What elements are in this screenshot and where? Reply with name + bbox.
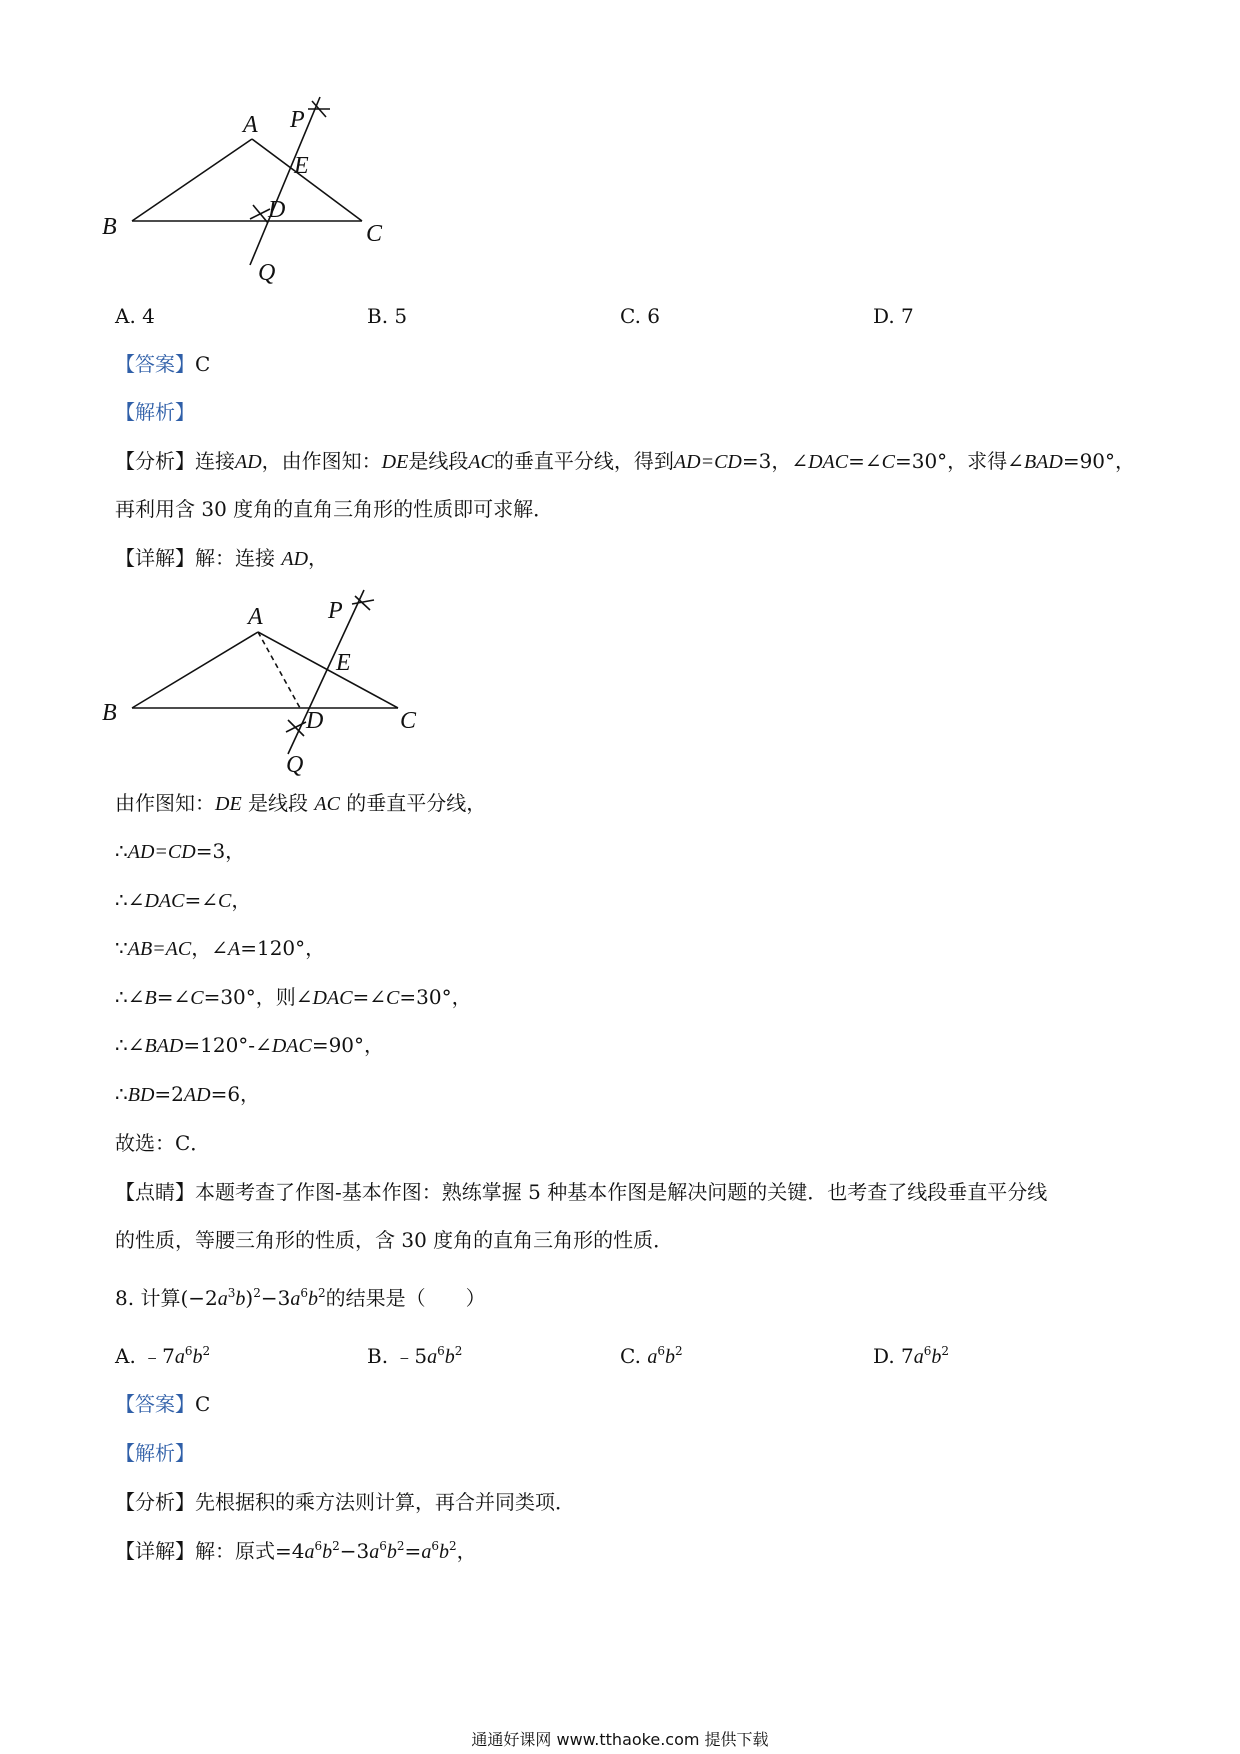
text: D.	[873, 1344, 895, 1368]
label-p: P	[328, 598, 343, 624]
label-q: Q	[258, 260, 276, 285]
text: =∠	[156, 985, 191, 1009]
var: AD	[235, 451, 262, 473]
text: ，∠	[191, 936, 228, 960]
text: −3	[339, 1539, 370, 1563]
exponent: 2	[202, 1344, 211, 1358]
text: 解：原式	[195, 1539, 275, 1563]
var: b	[192, 1346, 203, 1368]
text: 的垂直平分线，	[339, 791, 487, 815]
label-a: A	[243, 112, 258, 138]
text: =30°，求得∠	[894, 449, 1024, 473]
segment-ac	[258, 632, 398, 708]
exponent: 6	[431, 1539, 439, 1553]
arc-mark-q	[288, 720, 304, 736]
q7-xiangjie	[115, 545, 328, 572]
text: =90°，	[311, 1033, 385, 1057]
exponent: 2	[941, 1344, 950, 1358]
segment-ba	[132, 139, 252, 221]
label-e: E	[336, 650, 351, 676]
text: ∴∠	[115, 888, 145, 912]
exponent: 6	[923, 1344, 932, 1358]
text: =90°，	[1062, 449, 1136, 473]
var: a	[647, 1346, 658, 1368]
var: A	[228, 938, 241, 960]
q7-option-b: B. 5	[367, 304, 408, 328]
fenxi-tag: 【分析】	[115, 449, 195, 473]
step-3	[115, 887, 251, 914]
step-6	[115, 1032, 384, 1059]
step-1	[115, 790, 486, 817]
var: a	[427, 1346, 438, 1368]
var: AD	[183, 1084, 211, 1106]
label-d: D	[268, 197, 286, 223]
text: 是线段	[408, 449, 469, 473]
text: ∵	[115, 936, 128, 960]
var: a	[217, 1288, 228, 1310]
var: b	[444, 1346, 455, 1368]
text: =6，	[210, 1082, 261, 1106]
text: =3，∠	[741, 449, 809, 473]
q8-option-c	[620, 1343, 683, 1370]
arc-mark-q2	[250, 209, 270, 219]
step-4	[115, 935, 325, 962]
text: ∴	[115, 1082, 128, 1106]
var: DAC	[144, 890, 185, 912]
var: b	[307, 1288, 318, 1310]
answer-value: C	[195, 1392, 211, 1416]
text: =120°，	[240, 936, 326, 960]
fenxi-tag: 【分析】	[115, 1490, 195, 1514]
var: AC	[468, 451, 494, 473]
segment-ba	[132, 632, 258, 708]
exponent: 6	[437, 1344, 445, 1358]
text: ，	[456, 1539, 477, 1563]
var: DE	[215, 793, 242, 815]
text: ，	[308, 546, 329, 570]
var: AC	[314, 793, 340, 815]
var: b	[664, 1346, 675, 1368]
var: AD	[281, 548, 309, 570]
text: 由作图知：	[115, 791, 215, 815]
question-number: 8.	[115, 1286, 135, 1310]
var: C	[190, 987, 204, 1009]
label-c: C	[366, 221, 383, 247]
exponent: 2	[454, 1344, 463, 1358]
exponent: 2	[448, 1539, 457, 1553]
text: 连接	[195, 449, 235, 473]
var: C	[218, 890, 232, 912]
dianjing-tag: 【点睛】	[115, 1180, 195, 1204]
exponent: 3	[227, 1286, 236, 1300]
var: DAC	[312, 987, 353, 1009]
var: b	[322, 1541, 333, 1563]
q8-stem	[115, 1285, 486, 1312]
text: 本题考查了作图-基本作图：熟练掌握 5 种基本作图是解决问题的关键．也考查了线段垂直平分线	[195, 1180, 1048, 1204]
text: =∠	[184, 888, 218, 912]
q7-dianjing-line2: 的性质，等腰三角形的性质，含 30 度角的直角三角形的性质．	[115, 1228, 674, 1252]
text: =3，	[195, 839, 246, 863]
exponent: 2	[332, 1539, 340, 1553]
exponent: 6	[657, 1344, 665, 1358]
text: =120°-∠	[183, 1033, 272, 1057]
text: −3	[260, 1286, 291, 1310]
label-d: D	[306, 708, 324, 734]
q8-option-b	[367, 1343, 462, 1370]
var: AD=CD	[673, 451, 742, 473]
var: a	[304, 1541, 315, 1563]
text: =30°，	[399, 985, 472, 1009]
exponent: 6	[379, 1539, 387, 1553]
step-7	[115, 1081, 260, 1108]
text: 计算	[140, 1286, 181, 1310]
q8-answer	[115, 1391, 210, 1417]
var: BAD	[144, 1035, 184, 1057]
text: ∴∠	[115, 1033, 145, 1057]
q7-answer	[115, 351, 210, 377]
exponent: 2	[396, 1539, 405, 1553]
q7-option-a: A. 4	[115, 304, 155, 328]
q8-fenxi	[115, 1489, 575, 1515]
q8-xiangjie	[115, 1538, 477, 1565]
var: b	[438, 1541, 449, 1563]
answer-tag: 【答案】	[115, 1392, 195, 1416]
var: b	[386, 1541, 397, 1563]
label-p: P	[290, 107, 305, 133]
text: =30°，则∠	[203, 985, 313, 1009]
label-c: C	[400, 708, 417, 734]
text: ﹣5	[394, 1344, 428, 1368]
label-a: A	[248, 604, 263, 630]
label-b: B	[102, 214, 117, 240]
figure-1-triangle	[100, 95, 420, 285]
q7-fenxi-line2: 再利用含 30 度角的直角三角形的性质即可求解．	[115, 497, 554, 521]
text: 先根据积的乘方法则计算，再合并同类项．	[195, 1490, 575, 1514]
answer-tag: 【答案】	[115, 352, 195, 376]
text: =∠	[352, 985, 387, 1009]
var: b	[931, 1346, 942, 1368]
text: C.	[620, 1344, 641, 1368]
label-e: E	[294, 153, 309, 179]
xiangjie-tag: 【详解】	[115, 546, 195, 570]
text: 的结果是（ ）	[325, 1286, 486, 1310]
page-footer: 通通好课网 www.tthaoke.com 提供下载	[471, 1730, 769, 1749]
q7-option-d: D. 7	[873, 304, 914, 328]
answer-value: C	[195, 352, 211, 376]
exponent: 6	[184, 1344, 193, 1358]
text: A.	[115, 1344, 136, 1368]
label-b: B	[102, 700, 117, 726]
exponent: 2	[253, 1286, 261, 1300]
figure-2-triangle	[100, 588, 430, 778]
text: 7	[901, 1344, 914, 1368]
var: BD	[127, 1084, 155, 1106]
text: 是线段	[241, 791, 315, 815]
q7-analysis-tag: 【解析】	[115, 400, 195, 424]
text: )	[245, 1286, 254, 1310]
var: a	[290, 1288, 301, 1310]
q8-option-a	[115, 1343, 210, 1370]
step-2	[115, 838, 245, 865]
var: a	[174, 1346, 185, 1368]
text: B.	[367, 1344, 389, 1368]
var: BAD	[1023, 451, 1063, 473]
var: a	[369, 1541, 380, 1563]
var: b	[235, 1288, 246, 1310]
var: C	[386, 987, 400, 1009]
step-5	[115, 984, 472, 1011]
var: AB=AC	[127, 938, 192, 960]
text: (−2	[180, 1286, 218, 1310]
text: ∴	[115, 839, 128, 863]
text: 4	[291, 1539, 305, 1563]
exponent: 2	[674, 1344, 683, 1358]
var: AD=CD	[127, 841, 196, 863]
var: B	[144, 987, 157, 1009]
arc-mark-q2	[286, 722, 306, 732]
exponent: 2	[317, 1286, 326, 1300]
text: =	[404, 1539, 422, 1563]
text: ﹣7	[142, 1344, 175, 1368]
text: ，由作图知：	[261, 449, 382, 473]
var: DAC	[808, 451, 849, 473]
text: =∠	[848, 449, 882, 473]
var: a	[421, 1541, 432, 1563]
label-q: Q	[286, 752, 304, 778]
var: DE	[381, 451, 409, 473]
text: 的垂直平分线，得到	[493, 449, 674, 473]
q7-dianjing-line1	[115, 1179, 1047, 1205]
text: =2	[154, 1082, 184, 1106]
text: ∴∠	[115, 985, 145, 1009]
text: =	[275, 1539, 292, 1563]
xiangjie-tag: 【详解】	[115, 1539, 195, 1563]
q7-fenxi-line1	[115, 448, 1135, 475]
var: C	[881, 451, 895, 473]
text: ，	[231, 888, 252, 912]
step-8: 故选：C．	[115, 1131, 211, 1155]
line-pq	[288, 590, 364, 754]
q8-analysis-tag: 【解析】	[115, 1441, 195, 1465]
exponent: 6	[300, 1286, 308, 1300]
var: DAC	[271, 1035, 312, 1057]
exponent: 6	[314, 1539, 323, 1553]
q7-option-c: C. 6	[620, 304, 661, 328]
q8-option-d	[873, 1343, 949, 1370]
var: a	[913, 1346, 924, 1368]
text: 解：连接	[195, 546, 282, 570]
